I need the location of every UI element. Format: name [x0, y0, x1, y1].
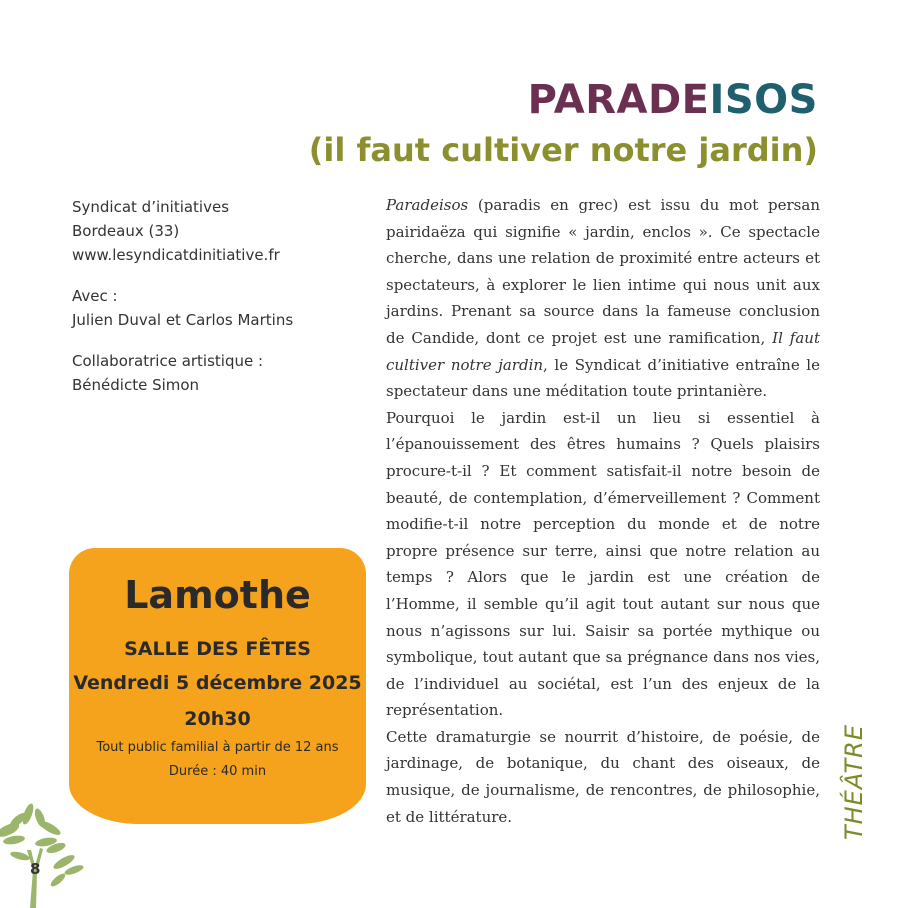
page-number: 8 — [30, 860, 41, 878]
cast-label: Avec : — [72, 287, 118, 305]
description-title-italic: Paradeisos — [386, 196, 469, 214]
description-paragraph-2: Pourquoi le jardin est-il un lieu si essentiel à l’épanouissement des êtres humains ? Quels plaisirs procure-t-il ? Et comment satisfait-il notre besoin de beauté, de contemplation, d’émerveillement ? Comment modifie-t-il notre perception du monde et de notre propre présence sur terre, ainsi que notre relation au temps ? Alors que le jardin est une création de l’Homme, il semble qu’il agit tout autant sur nous que nous n’agissons sur lui. Saisir sa portée mythique ou symbolique, tout autant que sa prégnance dans nos vies, de l’individuel au sociétal, est l’un des enjeux de la représentation. — [386, 408, 820, 720]
tree-illustration — [0, 800, 120, 908]
event-time: 20h30 — [184, 708, 251, 730]
credits-block — [72, 195, 362, 414]
collaborator-info — [72, 349, 362, 397]
event-box — [69, 548, 366, 824]
company-name: Syndicat d’initiatives — [72, 198, 230, 216]
company-location: Bordeaux (33) — [72, 222, 180, 240]
description-p1-a: (paradis en grec) est issu du mot persan pairidaëza qui signifie « jardin, enclos ». Ce spectacle cherche, dans une relation de proximité entre acteurs et spectateurs, à explorer le lien intime qui nous unit aux jardins. Prenant sa source dans la fameuse conclusion de Candide, dont ce projet est une ramification, — [386, 196, 820, 347]
show-title — [528, 74, 818, 126]
collaborator-label: Collaboratrice artistique : — [72, 352, 264, 370]
cast-info — [72, 284, 362, 332]
description-paragraph-3: Cette dramaturgie se nourrit d’histoire, de poésie, de jardinage, de botanique, du chant des oiseaux, de musique, de journalisme, de rencontres, de philosophie, et de littérature. — [386, 727, 820, 826]
category-text: THÉÂTRE — [840, 723, 868, 841]
event-venue: SALLE DES FÊTES — [124, 638, 311, 660]
show-description — [386, 192, 820, 830]
title-part-1: PARADE — [527, 77, 710, 123]
company-website: www.lesyndicatdinitiative.fr — [72, 246, 280, 264]
event-date: Vendredi 5 décembre 2025 — [73, 672, 362, 694]
category-label — [834, 722, 874, 842]
event-city: Lamothe — [124, 573, 311, 617]
event-duration: Durée : 40 min — [168, 764, 267, 779]
collaborator-name: Bénédicte Simon — [72, 376, 200, 394]
description-quote-italic: Il faut cultiver notre jardin — [386, 328, 820, 374]
show-subtitle: (il faut cultiver notre jardin) — [308, 131, 818, 169]
event-audience: Tout public familial à partir de 12 ans — [96, 740, 339, 755]
description-paragraph-1 — [386, 192, 820, 405]
description-p1-b: , le Syndicat d’initiative entraîne le spectateur dans une méditation toute printanière. — [386, 355, 820, 401]
cast-names: Julien Duval et Carlos Martins — [72, 311, 294, 329]
title-part-2: ISOS — [709, 77, 818, 123]
company-info — [72, 195, 362, 267]
